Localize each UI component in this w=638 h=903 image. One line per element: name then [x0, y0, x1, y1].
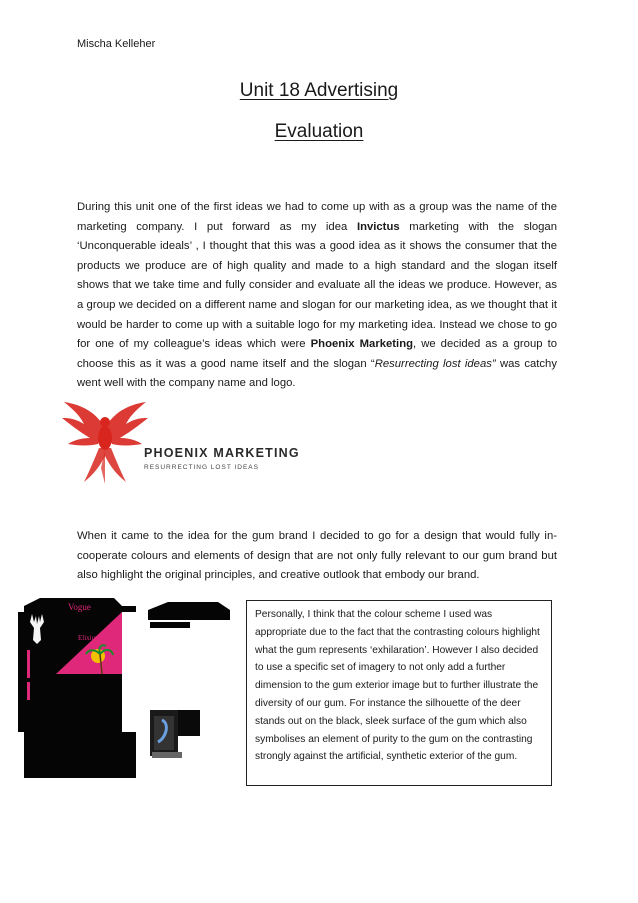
- gum-brand-paragraph: When it came to the idea for the gum brand I decided to go for a design that would fully in-cooperate colours and elements of design that are not only fully relevant to our gum brand but also highlight the original principles, and creative outlook that embody our brand.: [77, 530, 557, 582]
- page-title: Unit 18 Advertising: [239, 80, 399, 101]
- author-name: Mischa Kelleher: [77, 38, 156, 50]
- para1-text-3: , we decided as a group to choose this as it was a good name itself and the slogan “: [77, 338, 557, 370]
- invictus-name: Invictus: [356, 220, 400, 233]
- para1-text-4: was catchy went well with the company name and logo.: [77, 357, 557, 390]
- pack-3d-render: [150, 710, 200, 758]
- pack-flavour-label: Elixium: [78, 634, 101, 642]
- logo-tagline: RESURRECTING LOST IDEAS: [144, 464, 259, 471]
- phoenix-name: Phoenix Marketing: [310, 338, 413, 351]
- para1-text-2: marketing with the slogan ‘Unconquerable ideals’ , I thought that this was a good idea as it shows the consumer that the products we produce are of high quality and made to a high standard and the slogan itself shows that we take time and fully consider and evaluate all the ideas we produce. However, as a group we decided on a different name and slogan for our marketing idea, as we thought that it would be harder to come up with a suitable logo for my marketing idea. Instead we chose to go for one of my colleague’s ideas which were: [77, 220, 557, 351]
- phoenix-logo: [60, 398, 300, 486]
- section-title: Evaluation: [274, 121, 364, 142]
- evaluation-textbox: Personally, I think that the colour scheme I used was appropriate due to the fact that the contrasting colours highlight what the gum represents ‘exhilaration’. However I also decided to use a specific set of imagery to not only add a further dimension to the gum exterior image but to further illustrate the diversity of our gum. For instance the silhouette of the deer stands out on the black, sleek surface of the gum which also symbolises an element of purity to the gum on the contrasting strongly against the artificial, synthetic exterior of the gum.: [246, 600, 552, 786]
- slogan-text: Resurrecting lost ideas”: [374, 357, 496, 370]
- gum-packaging-net: [18, 592, 240, 782]
- pack-brand-label: Vogue: [68, 602, 91, 612]
- para1-text-1: During this unit one of the first ideas we had to come up with as a group was the name of the marketing company. I put forward as my idea: [77, 201, 557, 233]
- phoenix-bird-icon: [60, 398, 150, 486]
- logo-name: PHOENIX MARKETING: [144, 446, 300, 460]
- intro-paragraph: [77, 198, 557, 394]
- packaging-illustration: [18, 592, 240, 782]
- pack-vertical-text: [27, 650, 30, 700]
